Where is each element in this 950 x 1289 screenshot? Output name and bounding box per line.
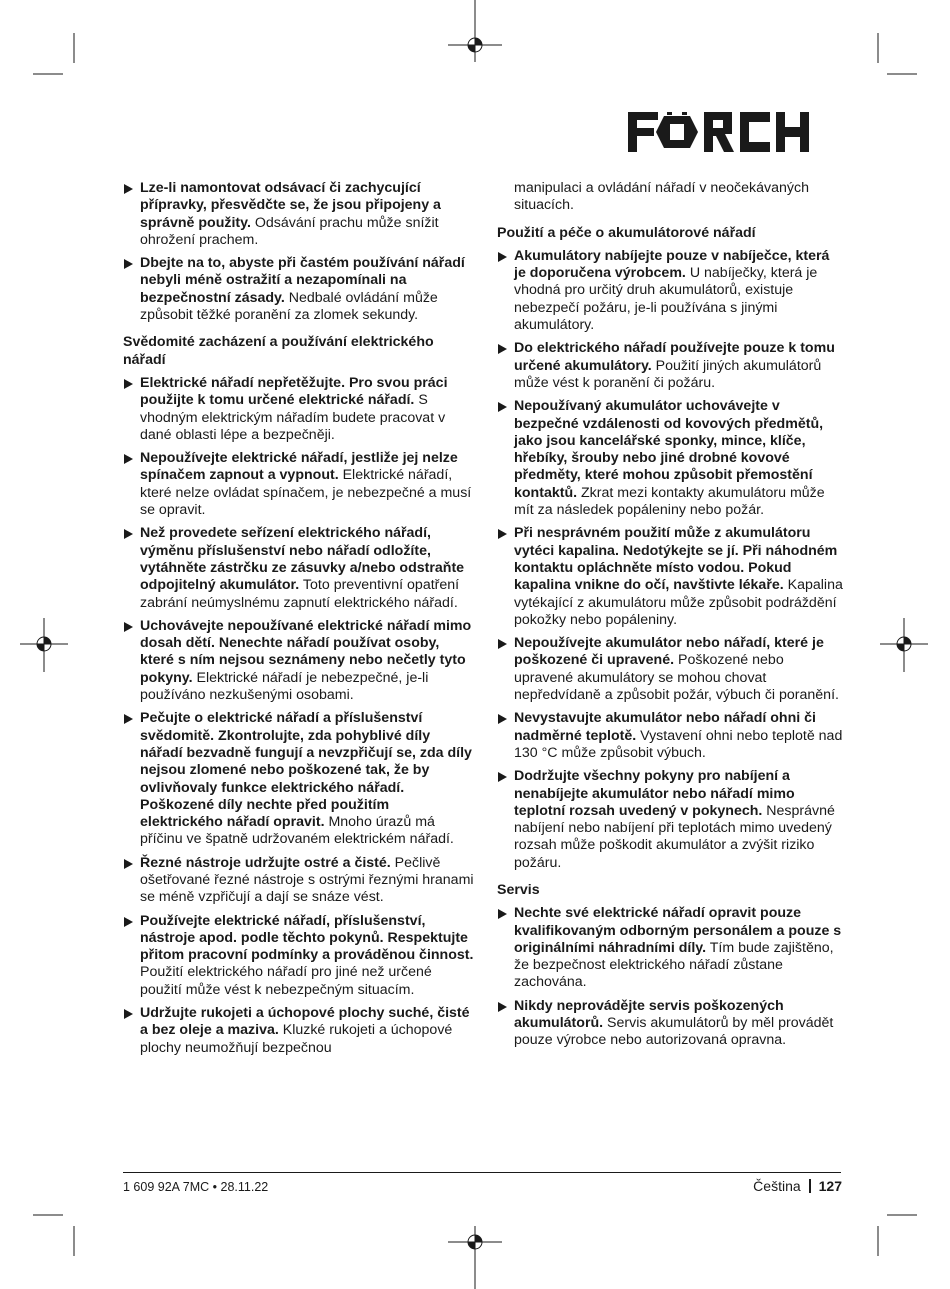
bullet-text: Toto preventivní opatření zabrání neúmyslnému zapnutí elektrického nářadí. <box>140 577 460 611</box>
bullet-text: Nesprávné nabíjení nebo nabíjení při teplotách mimo uvedený rozsah může poškodit akumulátor a zvýšit riziko požáru. <box>514 802 835 871</box>
bullet-item <box>123 375 475 444</box>
bullet-item <box>497 998 844 1050</box>
bullet-item <box>123 450 475 519</box>
bullet-text: Pečlivě ošetřované řezné nástroje s ostrými řeznými hranami se méně vzpřičují a dají se snáze vést. <box>140 854 474 906</box>
bullet-text: Použití jiných akumulátorů může vést k poranění či požáru. <box>514 357 822 391</box>
document-code: 1 609 92A 7MC • 28.11.22 <box>123 1180 269 1194</box>
bullet-bold-text: Pečujte o elektrické nářadí a příslušenství svědomitě. Zkontrolujte, zda pohyblivé díly nářadí bezvadně fungují a nevzpřičují se, zda díly nejsou zlomené nebo poškozené tak, že by ovlivňovaly funkce elektrického nářadí. Poškozené díly nechte před použitím elektrického nářadí opravit. <box>140 710 472 831</box>
bullet-item <box>123 1005 475 1057</box>
section-heading: Servis <box>497 881 540 898</box>
bullet-item <box>123 525 475 611</box>
bullet-item <box>497 905 844 991</box>
bullet-bold-text: Lze-li namontovat odsávací či zachycující přípravky, přesvědčte se, že jsou připojeny a správně použity. <box>140 180 441 231</box>
bullet-text: Odsávání prachu může snížit ohrožení prachem. <box>140 214 439 248</box>
bullet-item <box>123 855 475 907</box>
bullet-bold-text: Uchovávejte nepoužívané elektrické nářadí mimo dosah dětí. Nenechte nářadí používat osoby, které s ním nejsou seznámeny nebo nečetly tyto pokyny. <box>140 617 472 686</box>
bullet-text: Servis akumulátorů by měl provádět pouze výrobce nebo autorizovaná opravna. <box>514 1015 834 1049</box>
bullet-bold-text: Nepoužívejte elektrické nářadí, jestliže jej nelze spínačem zapnout a vypnout. <box>140 450 458 484</box>
bullet-bold-text: Nikdy neprovádějte servis poškozených akumulátorů. <box>514 997 784 1032</box>
bullet-text: Tím bude zajištěno, že bezpečnost elektrického nářadí zůstane zachována. <box>514 939 834 991</box>
bullet-bold-text: Dbejte na to, abyste při častém používání nářadí nebyli méně ostražití a nezapomínali na bezpečnostní zásady. <box>140 255 465 306</box>
language-label: Čeština <box>753 1178 801 1194</box>
bullet-text: Poškozené nebo upravené akumulátory se mohou chovat nepředvídaně a způsobit požár, výbuch či poranění. <box>514 652 839 704</box>
bullet-text: Kluzké rukojeti a úchopové plochy neumožňují bezpečnou <box>140 1022 453 1056</box>
bullet-text: S vhodným elektrickým nářadím budete pracovat v dané oblasti lépe a bezpečněji. <box>140 392 446 443</box>
bullet-item <box>123 255 475 324</box>
footer-separator <box>809 1179 811 1193</box>
bullet-text: Použití elektrického nářadí pro jiné než určené použití může vést k nebezpečným situacím. <box>140 964 432 998</box>
bullet-bold-text: Při nesprávném použití může z akumulátoru vytéci kapalina. Nedotýkejte se jí. Při náhodném kontaktu opláchněte místo vodou. Pokud kapalina vnikne do očí, navštivte lékaře. <box>514 525 838 594</box>
bullet-text: Elektrické nářadí, které nelze ovládat spínačem, je nebezpečné a musí se opravit. <box>140 467 472 519</box>
forch-logo <box>628 112 842 152</box>
continued-text: manipulaci a ovládání nářadí v neočekávaných situacích. <box>514 180 809 214</box>
bullet-bold-text: Elektrické nářadí nepřetěžujte. Pro svou práci použijte k tomu určené elektrické nářadí. <box>140 374 448 409</box>
bullet-bold-text: Nepoužívejte akumulátor nebo nářadí, které je poškozené či upravené. <box>514 635 824 669</box>
bullet-item <box>497 340 844 392</box>
bullet-item <box>497 248 844 334</box>
bullet-item <box>123 710 475 848</box>
bullet-text: Zkrat mezi kontakty akumulátoru může mít za následek popáleniny nebo požár. <box>514 484 825 519</box>
bullet-text: Mnoho úrazů má příčinu ve špatně udržovaném elektrickém nářadí. <box>140 814 454 848</box>
footer-divider <box>123 1172 841 1173</box>
bullet-bold-text: Udržujte rukojeti a úchopové plochy suché, čisté a bez oleje a maziva. <box>140 1005 470 1039</box>
page-number: 127 <box>818 1178 842 1194</box>
bullet-bold-text: Do elektrického nářadí používejte pouze k tomu určené akumulátory. <box>514 340 835 374</box>
bullet-text: Vystavení ohni nebo teplotě nad 130 °C může způsobit výbuch. <box>514 727 843 761</box>
bullet-item <box>123 913 475 999</box>
bullet-item <box>123 180 475 249</box>
bullet-text: U nabíječky, která je vhodná pro určitý druh akumulátorů, existuje nebezpečí požáru, je-li používána s jinými akumulátory. <box>514 265 818 334</box>
bullet-bold-text: Dodržujte všechny pokyny pro nabíjení a nenabíjejte akumulátor nebo nářadí mimo teplotní rozsah uvedený v pokynech. <box>514 768 795 819</box>
bullet-item <box>497 635 844 704</box>
section-heading: Použití a péče o akumulátorové nářadí <box>497 224 756 241</box>
bullet-item <box>497 710 844 762</box>
bullet-bold-text: Akumulátory nabíjejte pouze v nabíječce, která je doporučena výrobcem. <box>514 247 830 282</box>
bullet-bold-text: Řezné nástroje udržujte ostré a čisté. <box>140 854 391 871</box>
bullet-bold-text: Používejte elektrické nářadí, příslušenství, nástroje apod. podle těchto pokynů. Respektujte přitom pracovní podmínky a prováděnou činnost. <box>140 912 474 964</box>
bullet-item <box>497 398 844 519</box>
left-column <box>123 180 475 1063</box>
bullet-text: Nedbalé ovládání může způsobit těžké poranění za zlomek sekundy. <box>140 289 438 324</box>
bullet-bold-text: Nevystavujte akumulátor nebo nářadí ohni či nadměrné teplotě. <box>514 710 816 744</box>
bullet-item <box>123 618 475 704</box>
bullet-text: Kapalina vytékající z akumulátoru může způsobit podráždění pokožky nebo popáleniny. <box>514 577 843 628</box>
bullet-text: Elektrické nářadí je nebezpečné, je-li používáno nezkušenými osobami. <box>140 669 429 704</box>
bullet-bold-text: Nechte své elektrické nářadí opravit pouze kvalifikovaným odborným personálem a pouze s originálními náhradními díly. <box>514 905 842 956</box>
section-heading: Svědomité zacházení a používání elektrického nářadí <box>123 334 434 368</box>
bullet-bold-text: Nepoužívaný akumulátor uchovávejte v bezpečné vzdálenosti od kovových předmětů, jako jsou kancelářské sponky, mince, klíče, hřebíky, šrouby nebo jiné drobné kovové předměty, které mohou způsobit přemostění kontaktů. <box>514 398 824 501</box>
bullet-bold-text: Než provedete seřízení elektrického nářadí, výměnu příslušenství nebo nářadí odložíte, vytáhněte zástrčku ze zásuvky a/nebo odstraňte odpojitelný akumulátor. <box>140 525 465 594</box>
page-footer <box>753 1178 842 1194</box>
bullet-item <box>497 768 844 872</box>
right-column <box>497 180 844 1056</box>
bullet-item <box>497 525 844 629</box>
